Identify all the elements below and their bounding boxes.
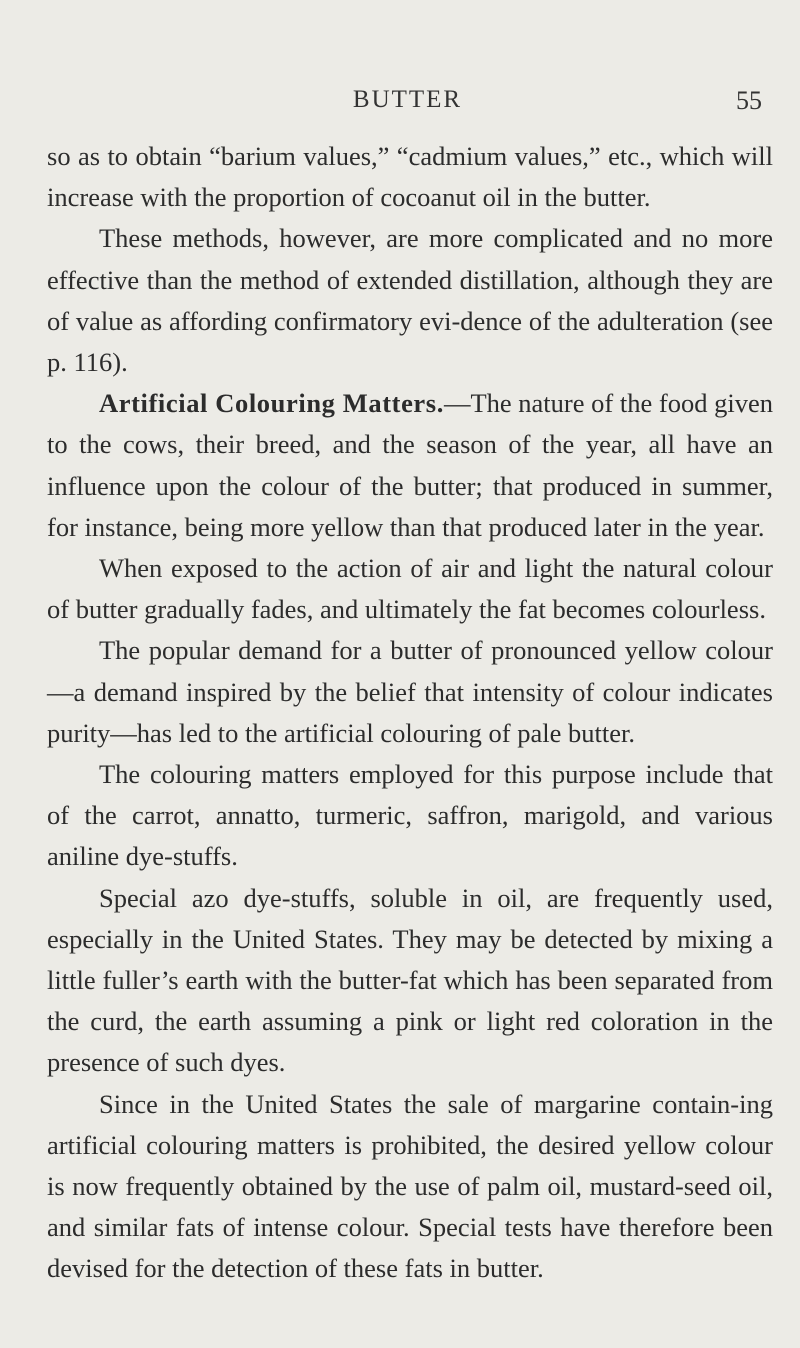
- running-head: [47, 86, 768, 120]
- body-text: [47, 136, 773, 1290]
- running-title: BUTTER: [352, 86, 463, 113]
- section-heading: Artificial Colouring Matters.: [99, 388, 444, 419]
- paragraph-methods: These methods, however, are more complicated and no more effective than the method of extended distillation, although they are of value as affording confirmatory evi-dence of the adulteration (see p. 116).: [47, 223, 773, 378]
- paragraph-artificial-colouring: [47, 383, 773, 548]
- paragraph-azo-dyes: Special azo dye-stuffs, soluble in oil, are frequently used, especially in the United States. They may be detected by mixing a little fuller’s earth with the butter-fat which has been separated from the curd, the earth assuming a pink or light red coloration in the presence of such dyes.: [47, 882, 773, 1078]
- paragraph-colouring-matters: The colouring matters employed for this purpose include that of the carrot, annatto, turmeric, saffron, marigold, and various aniline dye-stuffs.: [47, 759, 773, 872]
- paragraph-margarine: Since in the United States the sale of margarine contain-ing artificial colouring matters is prohibited, the desired yellow colour is now frequently obtained by the use of palm oil, mustard-seed oil, and similar fats of intense colour. Special tests have therefore been devised for the detection of these fats in butter.: [47, 1088, 773, 1284]
- paragraph-popular-demand: The popular demand for a butter of pronounced yellow colour—a demand inspired by the belief that intensity of colour indicates purity—has led to the artificial colouring of pale butter.: [47, 635, 773, 748]
- page-number: 55: [736, 86, 762, 115]
- paragraph-light-fading: When exposed to the action of air and light the natural colour of butter gradually fades, and ultimately the fat becomes colourless.: [47, 553, 773, 625]
- section-heading-text: —The nature of the food given to the cows, their breed, and the season of the year, all have an influence upon the colour of the butter; that produced in summer, for instance, being more yellow than that produced later in the year.: [47, 388, 773, 542]
- paragraph-continued: so as to obtain “barium values,” “cadmium values,” etc., which will increase with the proportion of cocoanut oil in the butter.: [47, 141, 773, 213]
